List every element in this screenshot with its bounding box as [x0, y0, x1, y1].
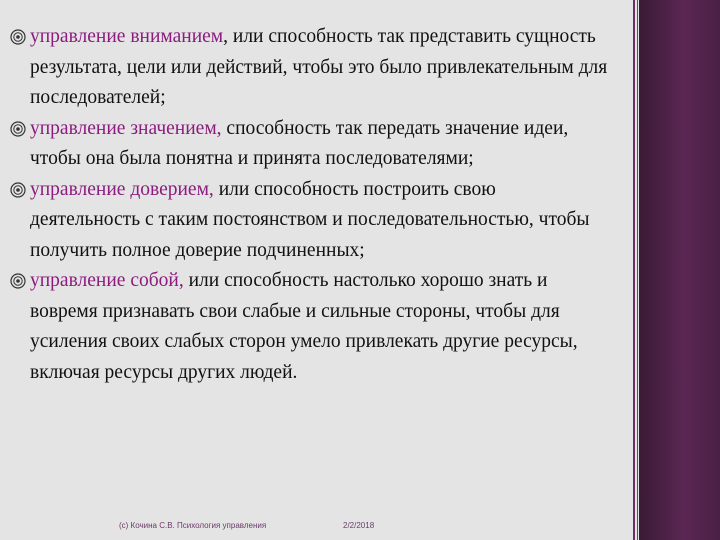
bullet-item-meaning: [8, 114, 608, 175]
bullet-text: способность так передать значение идеи, чтобы она была понятна и принята последователями;: [30, 117, 569, 169]
side-divider-line: [637, 0, 638, 540]
target-circle-icon: [10, 182, 26, 198]
bullet-item-attention: [8, 22, 608, 114]
bullet-term: управление вниманием: [30, 26, 224, 47]
footer-author: (c) Кочина С.В. Психология управления: [119, 521, 267, 530]
bullet-item-self: [8, 266, 608, 388]
target-circle-icon: [10, 29, 26, 45]
target-circle-icon: [10, 121, 26, 137]
bullet-text: или способность построить свою деятельность с таким постоянством и последовательностью, чтобы получить полное доверие подчиненных;: [30, 178, 590, 261]
bullet-text: или способность настолько хорошо знать и вовремя признавать свои слабые и сильные стороны, чтобы для усиления своих слабых сторон умело привлекать другие ресурсы, включая ресурсы других людей.: [30, 270, 578, 383]
bullet-text: , или способность так представить сущность результата, цели или действий, чтобы это было привлекательным для последователей;: [30, 26, 608, 108]
bullet-term: управление доверием,: [30, 178, 214, 200]
bullet-list: [8, 22, 608, 388]
bullet-term: управление собой,: [30, 270, 184, 291]
bullet-item-trust: [8, 175, 608, 267]
side-divider-line: [633, 0, 635, 540]
slide-footer: [0, 521, 630, 535]
target-circle-icon: [10, 273, 26, 289]
bullet-term: управление значением,: [30, 117, 222, 139]
decorative-side-panel: [639, 0, 720, 540]
footer-date: 2/2/2018: [343, 521, 375, 530]
